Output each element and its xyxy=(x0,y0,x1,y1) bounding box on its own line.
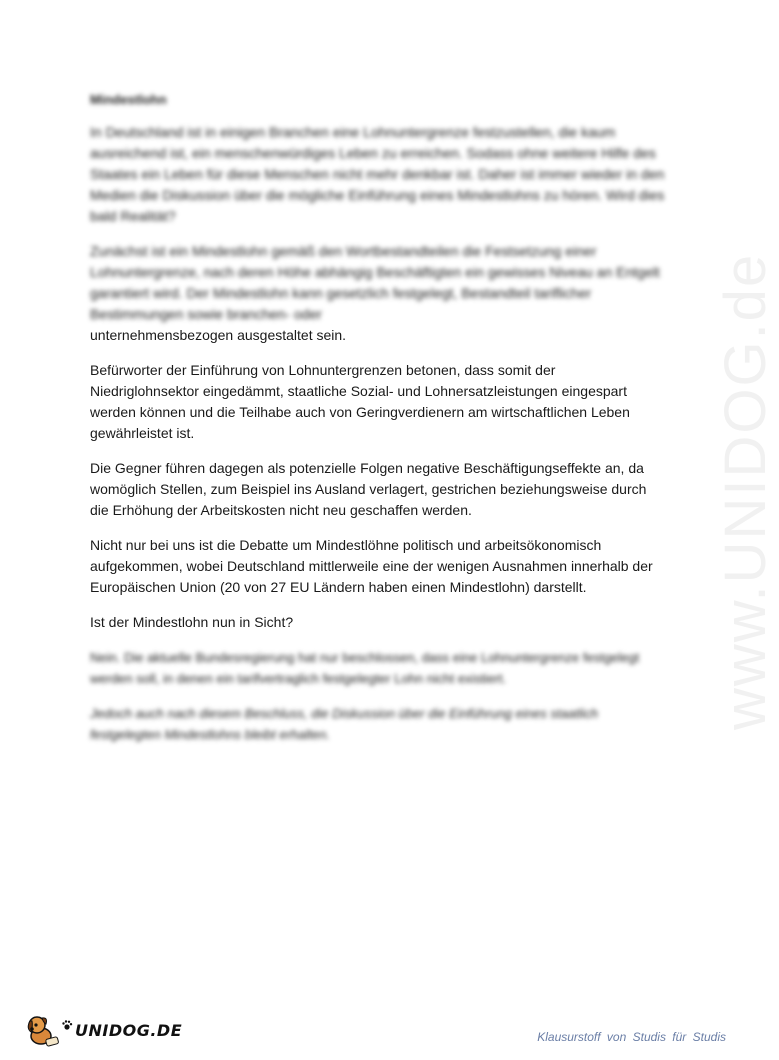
paragraph-supporters: Befürworter der Einführung von Lohnuntergrenzen betonen, dass somit der Niedriglohnsektor eingedämmt, staatliche Sozial- und Lohnersatzleistungen eingespart werden können und die Teilhabe auch von Geringverdienern am wirtschaftlichen Leben gewährleistet ist. xyxy=(90,362,630,441)
paragraph-opponents: Die Gegner führen dagegen als potenzielle Folgen negative Beschäftigungseffekte an, da womöglich Stellen, zum Beispiel ins Ausland verlagert, gestrichen beziehungsweise durch die Erhöhung der Arbeitskosten nicht neu geschaffen werden. xyxy=(90,460,647,518)
paragraph-definition-end: unternehmensbezogen ausgestaltet sein. xyxy=(90,327,347,343)
unidog-logo xyxy=(24,1012,182,1048)
paragraph-intro: In Deutschland ist in einigen Branchen eine Lohnuntergrenze festzustellen, die kaum ausreichend ist, ein menschenwürdiges Leben zu erreichen. Sodass ohne weitere Hilfe des Staates ein Leben für diese Menschen nicht mehr denkbar ist. Daher ist immer wieder in den Medien die Diskussion über die mögliche Einführung eines Mindestlohns zu hören. Wird dies bald Realität? xyxy=(90,124,665,224)
paragraph-answer: Nein. Die aktuelle Bundesregierung hat nur beschlossen, dass eine Lohnuntergrenze festgelegt werden soll, in denen ein tarifvertraglich festgelegter Lohn nicht existiert. xyxy=(90,650,640,686)
dog-mascot-icon xyxy=(24,1012,60,1048)
document-body xyxy=(90,90,666,759)
paragraph-europe: Nicht nur bei uns ist die Debatte um Mindestlöhne politisch und arbeitsökonomisch aufgekommen, wobei Deutschland mittlerweile eine der wenigen Ausnahmen innerhalb der Europäischen Union (20 von 27 EU Ländern haben einen Mindestlohn) darstellt. xyxy=(90,537,653,595)
logo-text: UNIDOG.DE xyxy=(75,1020,183,1040)
paw-print-icon xyxy=(61,1019,73,1031)
paragraph-definition: Zunächst ist ein Mindestlohn gemäß den Wortbestandteilen die Festsetzung einer Lohnuntergrenze, nach deren Höhe abhängig Beschäftigten ein gewisses Niveau an Entgelt garantiert wird. Der Mindestlohn kann gesetzlich festgelegt, Bestandteil tariflicher Bestimmungen sowie branchen- oder xyxy=(90,243,660,322)
watermark: www.UNIDOG.de xyxy=(713,252,778,730)
paragraph-question: Ist der Mindestlohn nun in Sicht? xyxy=(90,614,294,630)
footer-tagline: Klausurstoff von Studis für Studis xyxy=(537,1030,726,1044)
document-title: Mindestlohn xyxy=(90,92,167,107)
paragraph-conclusion: Jedoch auch nach diesem Beschluss, die Diskussion über die Einführung eines staatlich festgelegten Mindestlohns bleibt erhalten. xyxy=(90,706,599,742)
